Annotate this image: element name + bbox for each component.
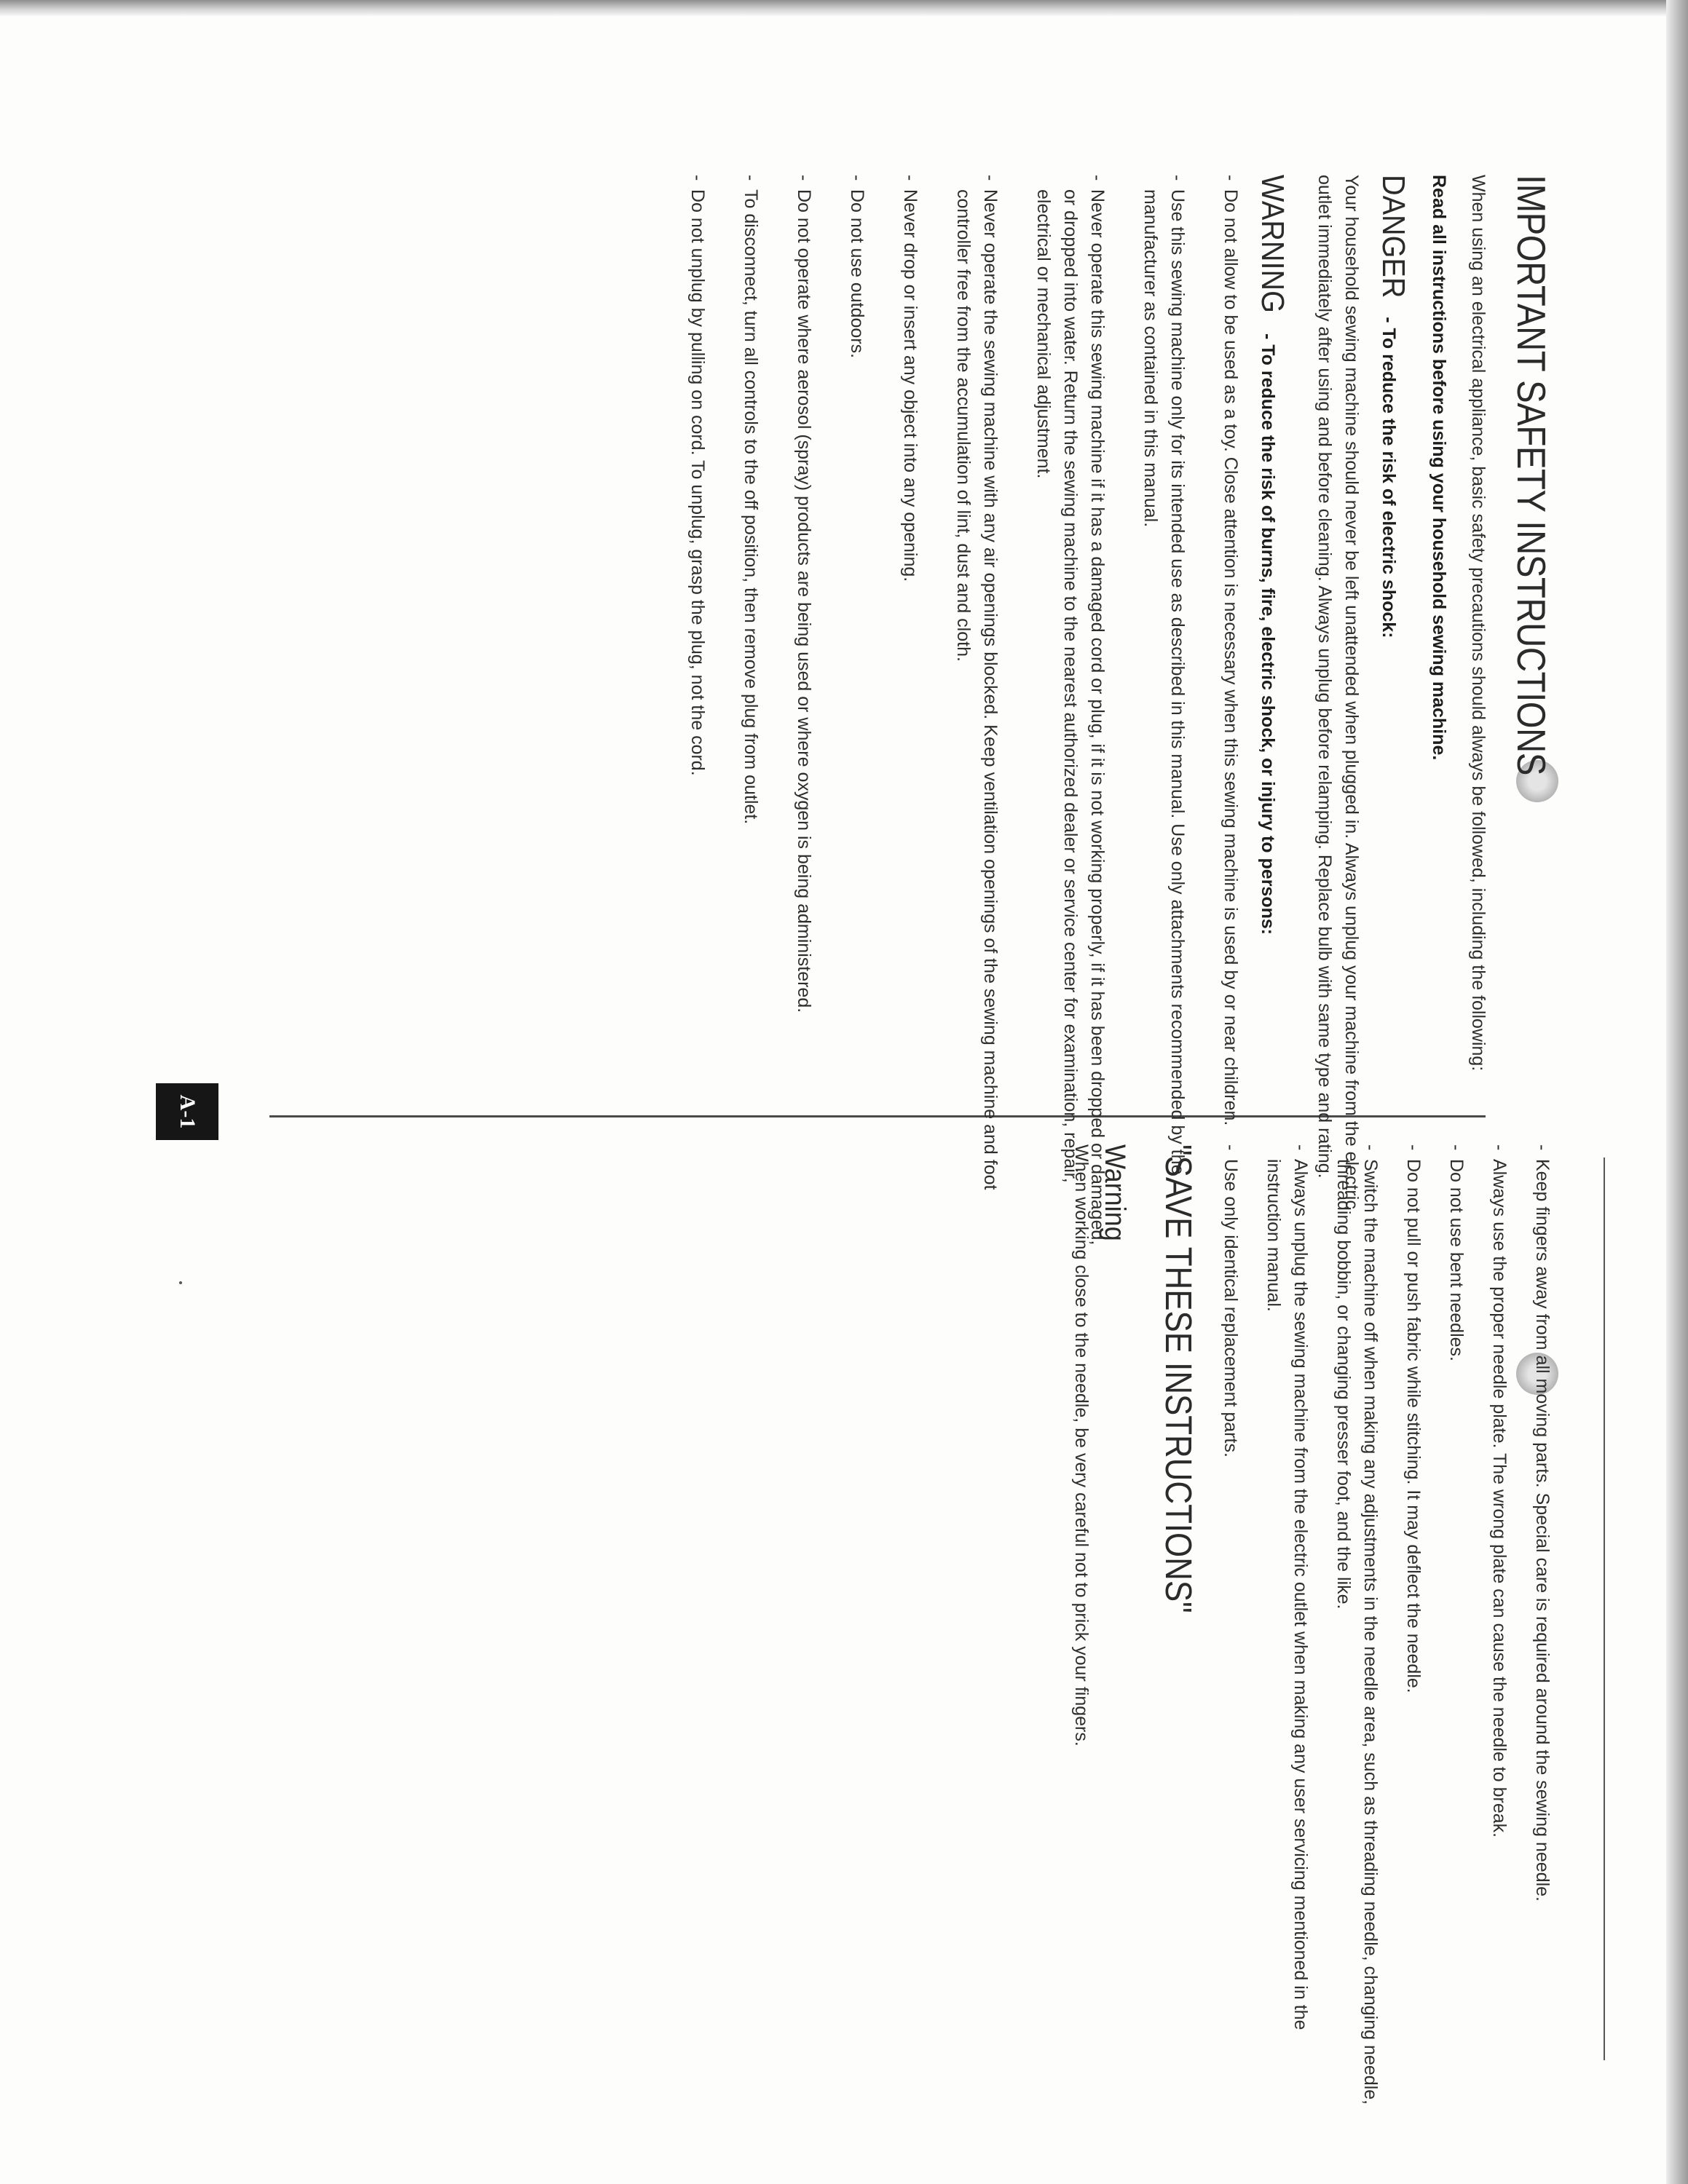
warning-heading-line — [1253, 175, 1292, 1252]
list-item: - Always unplug the sewing machine from the electric outlet when making any user servicing mentioned in the instruction manual. — [1263, 1144, 1311, 2030]
danger-subheading: - To reduce the risk of electric shock: — [1379, 317, 1399, 638]
list-item: - Do not allow to be used as a toy. Close attention is necessary when this sewing machine is used by or near children. — [1220, 175, 1241, 1126]
list-item: - To disconnect, turn all controls to the off position, then remove plug from outlet. — [741, 175, 761, 825]
list-item: - Do not pull or push fabric while stitching. It may deflect the needle. — [1403, 1144, 1424, 1693]
list-item: - Do not use bent needles. — [1446, 1144, 1467, 1361]
list-item: - Never operate the sewing machine with any air openings blocked. Keep ventilation openings of the sewing machine and foot controller free from the accumulation of lint, dust and cloth. — [953, 175, 1001, 1190]
save-instructions-heading: "SAVE THESE INSTRUCTIONS" — [1158, 1144, 1199, 1613]
list-item: - Use this sewing machine only for its intended use as described in this manual. Use only attachments recommended by the manufacturer as contained in this manual. — [1140, 175, 1188, 1175]
list-item: - Do not use outdoors. — [847, 175, 867, 359]
list-item: - Use only identical replacement parts. — [1220, 1144, 1241, 1457]
danger-heading-line — [1373, 175, 1413, 1252]
danger-heading: DANGER — [1376, 175, 1411, 298]
caution-heading: Warning — [1099, 1144, 1131, 1241]
page-number-tab — [156, 1083, 218, 1140]
scan-speck — [179, 1281, 182, 1284]
intro-paragraph: When using an electrical appliance, basic safety precautions should always be followed, including the following: — [1468, 175, 1488, 1072]
list-item: - Do not operate where aerosol (spray) products are being used or where oxygen is being administered. — [794, 175, 814, 1013]
read-all-notice: Read all instructions before using your household sewing machine. — [1429, 175, 1449, 761]
warning-subheading: - To reduce the risk of burns, fire, electric shock, or injury to persons: — [1258, 333, 1278, 935]
list-item: - Do not unplug by pulling on cord. To unplug, grasp the plug, not the cord. — [687, 175, 708, 776]
list-item: - Keep fingers away from all moving parts. Special care is required around the sewing needle. — [1532, 1144, 1553, 1902]
page-number: A-1 — [175, 1094, 200, 1129]
warning-heading: WARNING — [1255, 175, 1290, 313]
scan-top-edge — [0, 0, 1688, 16]
right-edge-rule — [1604, 1158, 1605, 2060]
list-item: - Never operate this sewing machine if it has a damaged cord or plug, if it is not working properly, if it has been dropped or damaged, or dropped into water. Return the sewing machine to the nearest authorized dealer or service center for examination, repair, electrical or mechanical adjustment. — [1033, 175, 1108, 1246]
list-item: - Switch the machine off when making any adjustments in the needle area, such as threading needle, changing needle, threading bobbin, or changing presser foot, and the like. — [1333, 1144, 1381, 2105]
danger-paragraph: Your household sewing machine should never be left unattended when plugged in. Always unplug your machine from the electric outlet immediately after using and before cleaning. Always unplug before relamping. Replace bulb with same type and rating. — [1314, 175, 1362, 1209]
list-item: - Never drop or insert any object into any opening. — [900, 175, 920, 582]
list-item: - Always use the proper needle plate. The wrong plate can cause the needle to break. — [1489, 1144, 1510, 1838]
caution-paragraph: When working close to the needle, be very careful not to prick your fingers. — [1071, 1144, 1092, 1746]
page-title: IMPORTANT SAFETY INSTRUCTIONS — [1509, 175, 1554, 776]
scan-right-edge — [1666, 0, 1688, 2184]
